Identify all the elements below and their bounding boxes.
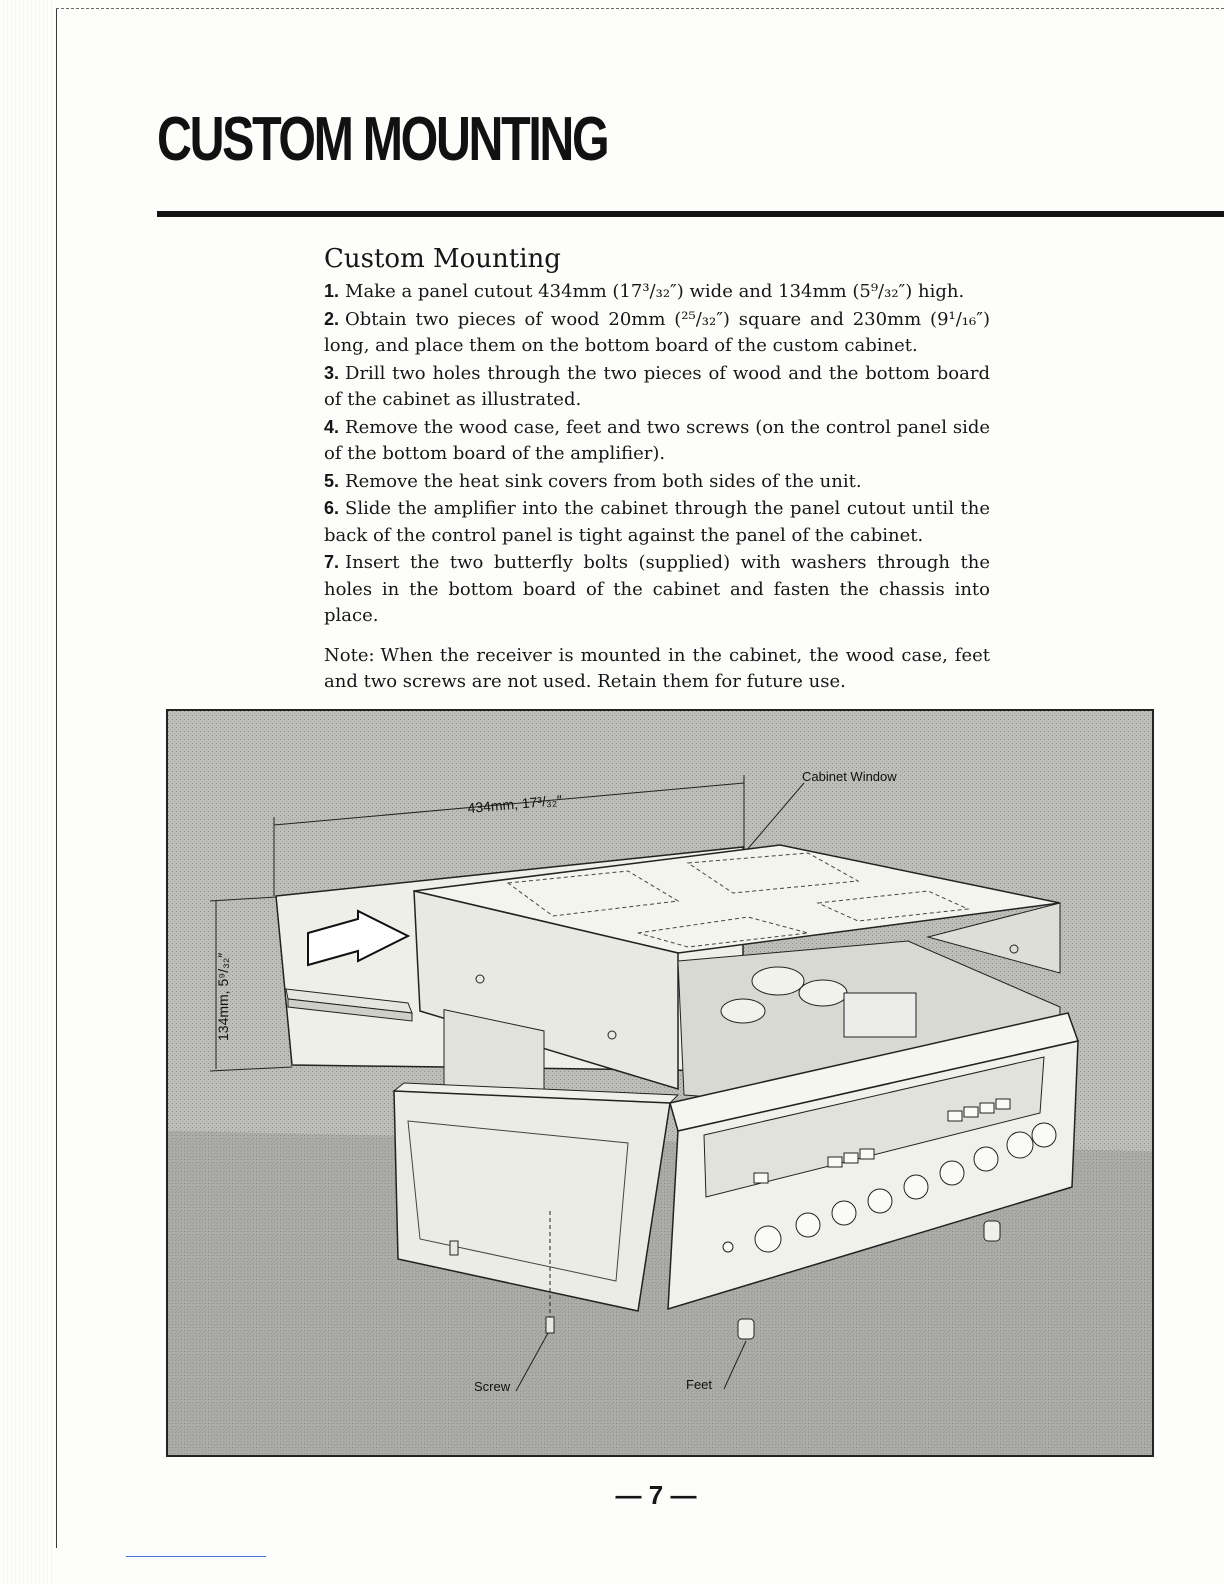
foot (984, 1221, 1000, 1241)
step-text: Insert the two butterfly bolts (supplied) with washers through the holes in the bottom board of the cabinet and fasten the chassis into place. (324, 552, 990, 626)
step-text: Remove the heat sink covers from both sides of the unit. (345, 470, 862, 492)
note-text: When the receiver is mounted in the cabinet, the wood case, feet and two screws are not used. Retain them for future use. (324, 644, 990, 692)
step-number: 3. (324, 362, 340, 383)
step-7 (324, 549, 990, 630)
footer-rule (126, 1556, 266, 1557)
screw-label: Screw (474, 1379, 511, 1394)
page-number: — 7 — (615, 1480, 697, 1510)
section-title: Custom Mounting (324, 244, 561, 274)
step-text: Obtain two pieces of wood 20mm (²⁵/₃₂″) square and 230mm (9¹/₁₆″) long, and place them on the bottom board of the custom cabinet. (324, 308, 990, 356)
step-text: Slide the amplifier into the cabinet through the panel cutout until the back of the control panel is tight against the panel of the cabinet. (324, 498, 990, 546)
note-label: Note: (324, 644, 375, 666)
page-title: CUSTOM MOUNTING (157, 105, 608, 174)
feet-label: Feet (686, 1377, 713, 1392)
step-4 (324, 414, 990, 468)
step-3 (324, 360, 990, 414)
step-2 (324, 306, 990, 360)
step-number: 5. (324, 470, 340, 491)
step-text: Drill two holes through the two pieces of wood and the bottom board of the cabinet as illustrated. (324, 362, 990, 410)
step-number: 4. (324, 416, 340, 437)
note (324, 643, 990, 696)
mounting-diagram (168, 711, 1152, 1455)
step-text: Remove the wood case, feet and two screws (on the control panel side of the bottom board of the amplifier). (324, 416, 990, 464)
screw (450, 1241, 458, 1255)
cabinet-window-label: Cabinet Window (802, 769, 897, 784)
top-rule (56, 8, 1224, 9)
foot (738, 1319, 754, 1339)
width-dimension-label: 434mm, 17³/₃₂″ (466, 791, 563, 816)
step-number: 6. (324, 498, 340, 518)
step-number: 1. (324, 281, 340, 301)
step-number: 2. (324, 308, 340, 329)
screw (546, 1317, 554, 1333)
step-text: Make a panel cutout 434mm (17³/₃₂″) wide and 134mm (5⁹/₃₂″) high. (345, 281, 965, 302)
title-divider (157, 211, 1224, 217)
step-1 (324, 278, 990, 306)
scan-edge (0, 0, 52, 1584)
margin-rule (56, 8, 57, 1548)
step-5 (324, 468, 990, 496)
mounting-illustration (166, 709, 1154, 1457)
height-dimension-label: 134mm, 5⁹/₃₂″ (215, 952, 231, 1041)
step-number: 7. (324, 552, 340, 572)
step-6 (324, 495, 990, 549)
instructions-section (324, 242, 990, 696)
